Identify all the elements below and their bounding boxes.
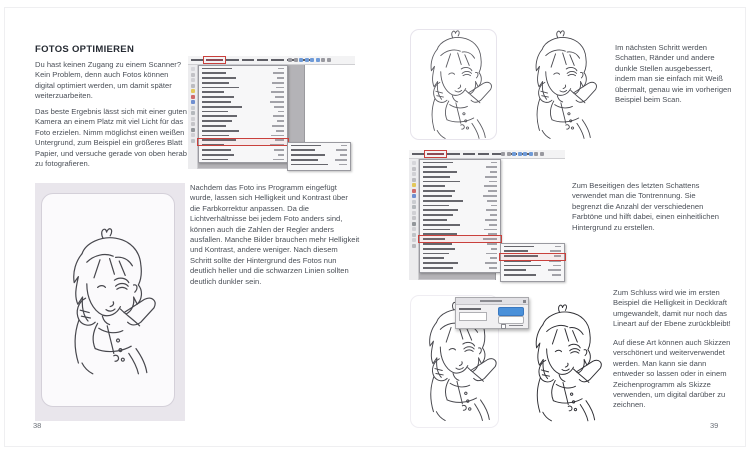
dialog-titlebar xyxy=(456,298,528,305)
selection-tool-icon xyxy=(310,58,314,62)
manga-boy-sketch xyxy=(46,200,166,400)
paragraph-tontrennung: Zum Beseitigen des letzten Schattens verwendet man die Tontrennung. Sie begrenzt die Anzahl der verschiedenen Farbtöne und hilft dabei, einen einheitlichen Hintergrund zu erstellen. xyxy=(572,181,719,232)
menu-item xyxy=(501,273,564,278)
highlight-farbkorrektur-item xyxy=(418,235,502,243)
tool-icon xyxy=(191,89,195,93)
tool-icon xyxy=(191,78,195,82)
selection-tool-icon xyxy=(512,152,516,156)
page-number-right: 39 xyxy=(710,421,719,430)
tool-icon xyxy=(191,133,195,137)
menu-item xyxy=(420,266,500,271)
tool-icon xyxy=(191,67,195,71)
tool-icon xyxy=(191,122,195,126)
menubar-item-highlighted xyxy=(206,59,223,61)
toolbar-icon xyxy=(294,58,298,62)
menubar-item xyxy=(271,59,284,61)
page-number-left: 38 xyxy=(33,421,42,430)
selection-tool-icon xyxy=(523,152,527,156)
menubar-item xyxy=(226,59,239,61)
menubar-item xyxy=(257,59,268,61)
tool-icon xyxy=(191,84,195,88)
app-toolbar-icons xyxy=(501,152,544,156)
preview-checkbox-label-bar xyxy=(509,325,523,327)
tool-icon xyxy=(191,128,195,132)
highlight-tontrennung-item xyxy=(499,253,566,261)
toolbar-icon xyxy=(501,152,505,156)
toolbar-icon xyxy=(321,58,325,62)
tool-icon xyxy=(412,227,416,231)
preview-checkbox xyxy=(501,324,506,329)
paragraph-intro: Du hast keinen Zugang zu einem Scanner? Kein Problem, denn auch Fotos können digital optimiert werden, um damit später weiterzuarbeiten. xyxy=(35,60,182,101)
photo-original-drawing xyxy=(35,183,185,421)
close-icon xyxy=(523,300,526,303)
tool-icon xyxy=(191,111,195,115)
tool-icon xyxy=(191,100,195,104)
tool-icon xyxy=(412,238,416,242)
screenshot-posterize-menu xyxy=(409,150,565,280)
menubar-item xyxy=(478,153,489,155)
tool-icon xyxy=(412,172,416,176)
tool-icon xyxy=(412,244,416,248)
tool-icon xyxy=(412,178,416,182)
selection-tool-icon xyxy=(305,58,309,62)
manga-boy-sketch xyxy=(512,28,608,139)
color-submenu xyxy=(287,142,351,171)
tool-icon xyxy=(191,139,195,143)
edit-menu-dropdown xyxy=(419,159,501,273)
edit-menu-dropdown xyxy=(198,65,288,163)
tool-icon xyxy=(412,200,416,204)
toolbar-icon xyxy=(288,58,292,62)
menubar-item xyxy=(463,153,475,155)
menubar-item xyxy=(447,153,460,155)
toolbar-icon xyxy=(540,152,544,156)
selection-tool-icon xyxy=(518,152,522,156)
tool-icon xyxy=(412,194,416,198)
selection-tool-icon xyxy=(529,152,533,156)
dialog-value-input xyxy=(459,312,487,321)
tontrennung-dialog xyxy=(455,297,529,329)
paragraph-whiten-shadows: Im nächsten Schritt werden Schatten, Ränder und andere dunkle Stellen ausgebessert, indem man sie einfach mit Weiß übermalt, genau wie im vorherigen Beispiel beim Scan. xyxy=(615,43,732,105)
image-whitened xyxy=(512,26,608,142)
ok-button xyxy=(498,307,524,316)
app-tool-palette xyxy=(188,65,198,169)
page-title: FOTOS OPTIMIEREN xyxy=(35,44,135,55)
tool-icon xyxy=(412,216,416,220)
highlight-farbkorrektur-item xyxy=(197,138,289,146)
screenshot-color-correction-menu xyxy=(188,56,355,169)
menubar-item-highlighted xyxy=(427,153,444,155)
paragraph-opacity-conversion: Zum Schluss wird wie im ersten Beispiel die Helligkeit in Deckkraft umgewandelt, damit nur noch das Lineart auf der Ebene zurückbleibt! xyxy=(613,288,731,329)
app-toolbar-icons xyxy=(288,58,331,62)
toolbar-icon xyxy=(507,152,511,156)
paper-sheet xyxy=(41,193,175,407)
tool-icon xyxy=(412,167,416,171)
app-tool-palette xyxy=(409,159,419,280)
tool-icon xyxy=(412,233,416,237)
selection-tool-icon xyxy=(316,58,320,62)
color-submenu xyxy=(500,243,565,282)
menubar-item xyxy=(242,59,254,61)
dialog-field-label-bar xyxy=(459,308,481,310)
paragraph-camera-tips: Das beste Ergebnis lässt sich mit einer guten Kamera an einem Platz mit viel Licht für das Foto erzielen. Nimm möglichst einen weißen Untergrund, zum Beispiel ein größeres Blatt Papier, und versuche gerade von oben herab zu fotografieren. xyxy=(35,107,187,169)
image-photo-with-shadow xyxy=(407,26,503,142)
toolbar-icon xyxy=(534,152,538,156)
tool-icon xyxy=(412,189,416,193)
tool-icon xyxy=(412,222,416,226)
tool-icon xyxy=(191,95,195,99)
selection-tool-icon xyxy=(299,58,303,62)
tool-icon xyxy=(191,106,195,110)
menu-item xyxy=(288,162,350,167)
toolbar-icon xyxy=(327,58,331,62)
paragraph-brightness-contrast: Nachdem das Foto ins Programm eingefügt wurde, lassen sich Helligkeit und Kontrast über die Farbkorrektur anpassen. Da die Lichtverhältnisse bei jedem Foto anders sind, können auch die Zahlen der Regler anders ausfallen. Manche Bilder brauchen mehr Helligkeit und Kontrast, andere weniger. Nach diesem Schritt sollte der Hintergrund des Fotos nun deutlich heller und die schwarzen Linien sollten deutlich dunkler sein. xyxy=(190,183,360,286)
tool-icon xyxy=(191,73,195,77)
menubar-item xyxy=(412,153,424,155)
menubar-item xyxy=(191,59,203,61)
paragraph-sketch-reuse: Auf diese Art können auch Skizzen verschönert und weiterverwendet werden. Man kann sie dann entweder so lassen oder in einem Zeichenprogramm als Skizze verwenden, um digital darüber zu zeichnen. xyxy=(613,338,731,410)
tool-icon xyxy=(191,117,195,121)
tool-icon xyxy=(412,205,416,209)
tool-icon xyxy=(412,183,416,187)
menu-item xyxy=(199,157,287,162)
tool-icon xyxy=(412,161,416,165)
dialog-title-text-bar xyxy=(480,300,502,302)
manga-boy-sketch xyxy=(407,28,503,139)
tool-icon xyxy=(412,211,416,215)
